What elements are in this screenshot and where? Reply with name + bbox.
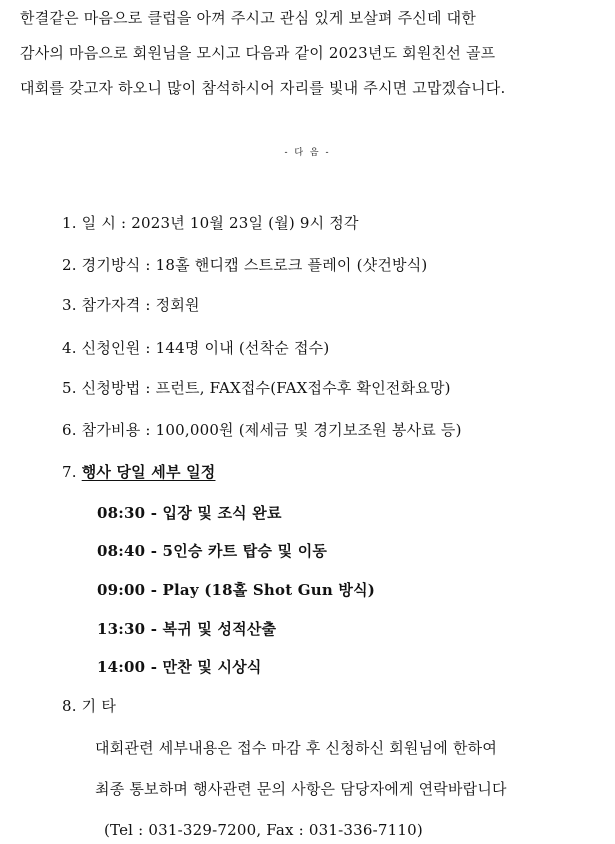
schedule-entry: 08:30 - 입장 및 조식 완료	[97, 504, 282, 522]
intro-line-2: 감사의 마음으로 회원님을 모시고 다음과 같이 2023년도 회원친선 골프	[20, 44, 496, 62]
item-date: 1. 일 시 : 2023년 10월 23일 (월) 9시 정각	[62, 214, 359, 232]
note-line-2: 최종 통보하며 행사관련 문의 사항은 담당자에게 연락바랍니다	[95, 780, 507, 798]
item-capacity: 4. 신청인원 : 144명 이내 (선착순 접수)	[62, 339, 330, 357]
contact-info: (Tel : 031-329-7200, Fax : 031-336-7110)	[104, 821, 423, 839]
item-other: 8. 기 타	[62, 697, 117, 715]
item-game-format: 2. 경기방식 : 18홀 핸디캡 스트로크 플레이 (샷건방식)	[62, 256, 428, 274]
note-line-1: 대회관련 세부내용은 접수 마감 후 신청하신 회원님에 한하여	[95, 739, 498, 757]
item-application-method: 5. 신청방법 : 프런트, FAX접수(FAX접수후 확인전화요망)	[62, 379, 451, 397]
schedule-entry: 13:30 - 복귀 및 성적산출	[97, 620, 277, 638]
item-schedule-heading	[62, 462, 215, 482]
schedule-entry: 08:40 - 5인승 카트 탑승 및 이동	[97, 542, 328, 560]
section-heading: - 다 음 -	[284, 148, 331, 158]
item-fee: 6. 참가비용 : 100,000원 (제세금 및 경기보조원 봉사료 등)	[62, 421, 462, 439]
intro-line-3: 대회를 갖고자 하오니 많이 참석하시어 자리를 빛내 주시면 고맙겠습니다.	[20, 79, 506, 97]
intro-line-1: 한결같은 마음으로 클럽을 아껴 주시고 관심 있게 보살펴 주신데 대한	[20, 9, 477, 27]
schedule-entry: 14:00 - 만찬 및 시상식	[97, 658, 262, 676]
item-schedule-label: 행사 당일 세부 일정	[81, 463, 216, 481]
item-schedule-number: 7.	[62, 463, 82, 481]
item-eligibility: 3. 참가자격 : 정회원	[62, 296, 200, 314]
schedule-entry: 09:00 - Play (18홀 Shot Gun 방식)	[97, 581, 376, 599]
